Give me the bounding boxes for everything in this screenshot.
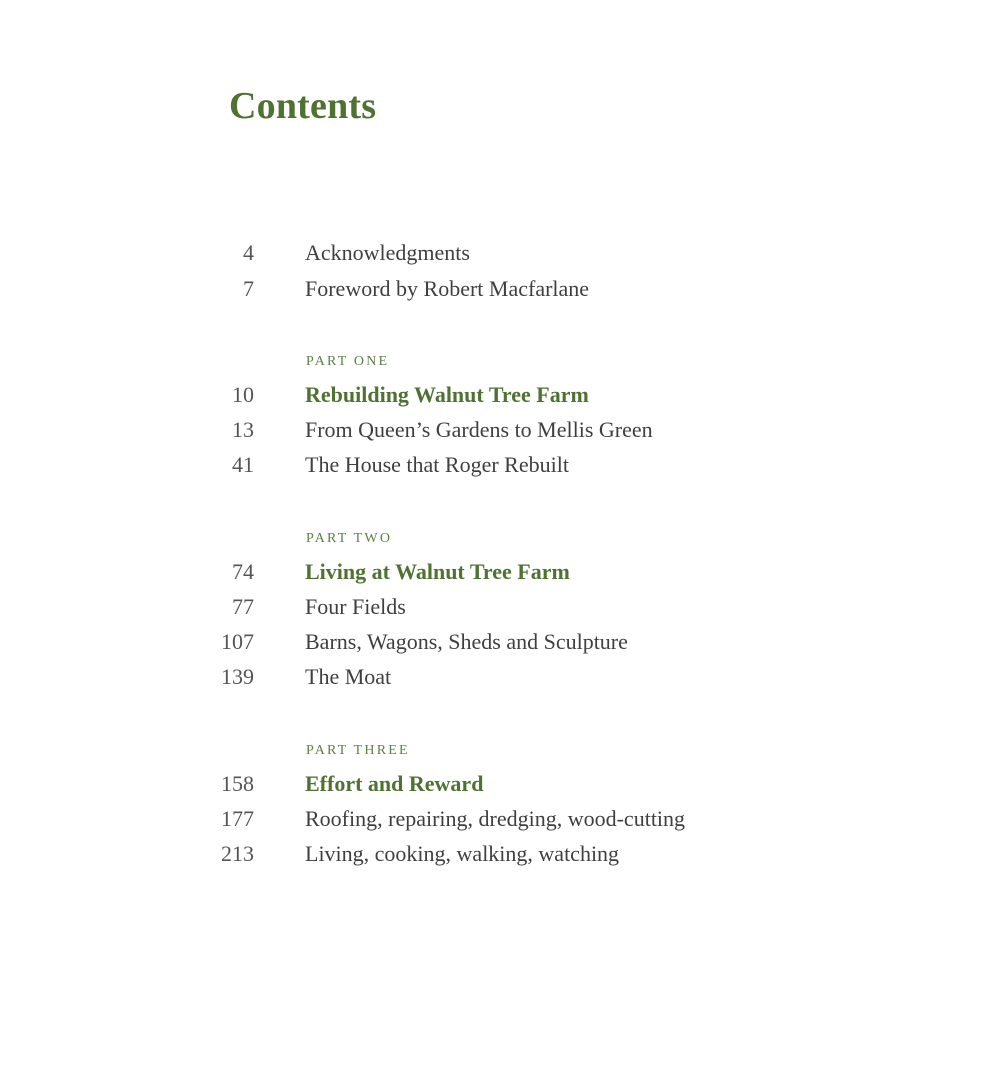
page-number: 41 — [232, 452, 254, 477]
page-number: 10 — [232, 382, 254, 407]
toc-row-chapter[interactable] — [0, 592, 982, 622]
part-three-label: PART THREE — [306, 743, 410, 758]
toc-row-part-one-title[interactable] — [0, 380, 982, 410]
entry-title: The House that Roger Rebuilt — [305, 452, 569, 477]
page-number: 13 — [232, 417, 254, 442]
part-title: Effort and Reward — [305, 771, 484, 796]
page-number: 77 — [232, 594, 254, 619]
part-one-label: PART ONE — [306, 354, 390, 369]
page-number: 107 — [221, 629, 254, 654]
part-title: Living at Walnut Tree Farm — [305, 559, 570, 584]
page-number: 158 — [221, 771, 254, 796]
entry-title: Foreword by Robert Macfarlane — [305, 276, 590, 301]
part-two-label: PART TWO — [306, 531, 393, 546]
toc-row-acknowledgments[interactable] — [0, 238, 982, 268]
page-number: 177 — [221, 806, 254, 831]
entry-title: Roofing, repairing, dredging, wood-cutting — [305, 806, 686, 831]
page-title: Contents — [229, 85, 377, 127]
page-number: 74 — [232, 559, 254, 584]
toc-row-part-two-title[interactable] — [0, 557, 982, 587]
entry-title: The Moat — [305, 664, 392, 689]
entry-title: Living, cooking, walking, watching — [305, 841, 620, 866]
toc-row-part-three-title[interactable] — [0, 769, 982, 799]
page-number: 139 — [221, 664, 254, 689]
page-number: 7 — [243, 276, 254, 301]
entry-title: Four Fields — [305, 594, 406, 619]
toc-row-chapter[interactable] — [0, 839, 982, 869]
entry-title: Barns, Wagons, Sheds and Sculpture — [305, 629, 628, 654]
entry-title: From Queen’s Gardens to Mellis Green — [305, 417, 653, 442]
part-title: Rebuilding Walnut Tree Farm — [305, 382, 589, 407]
toc-row-foreword[interactable] — [0, 274, 982, 304]
entry-title: Acknowledgments — [305, 240, 470, 265]
toc-row-chapter[interactable] — [0, 662, 982, 692]
page-number: 213 — [221, 841, 254, 866]
page-number: 4 — [243, 240, 254, 265]
toc-row-chapter[interactable] — [0, 450, 982, 480]
toc-row-chapter[interactable] — [0, 804, 982, 834]
toc-row-chapter[interactable] — [0, 415, 982, 445]
toc-row-chapter[interactable] — [0, 627, 982, 657]
